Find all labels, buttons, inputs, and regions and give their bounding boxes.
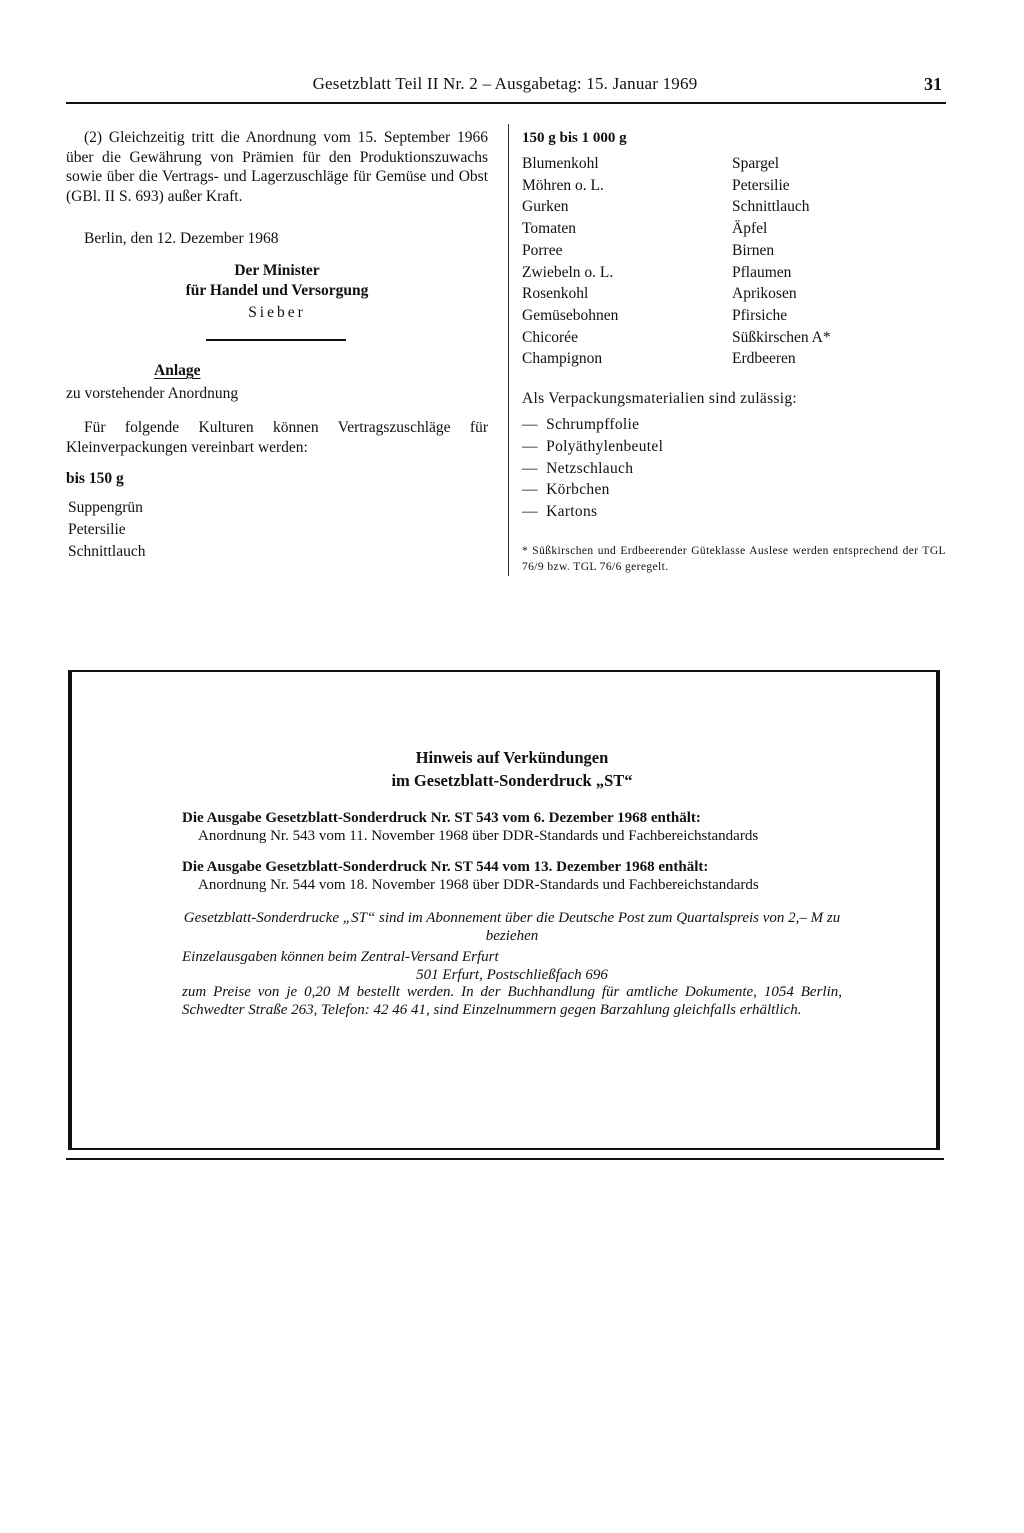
list-item: — Netzschlauch (522, 458, 946, 480)
small-pack-list (66, 497, 488, 563)
notice-content (182, 746, 842, 1019)
list-item: Petersilie (732, 176, 790, 194)
notice-box (68, 670, 940, 1150)
list-item: — Kartons (522, 501, 946, 523)
entry-body: Anordnung Nr. 544 vom 18. November 1968 über DDR-Standards und Fachbereichstandards (198, 876, 759, 893)
list-item: Birnen (732, 241, 775, 259)
list-item: Spargel (732, 155, 780, 172)
place-date: Berlin, den 12. Dezember 1968 (84, 230, 279, 248)
signature-ministry: für Handel und Versorgung (185, 281, 369, 299)
single-issue-line: Einzelausgaben können beim Zentral-Versand Erfurt (182, 949, 499, 965)
list-item: Möhren o. L. (522, 176, 604, 194)
list-item: Äpfel (732, 220, 768, 238)
left-column (66, 128, 488, 563)
list-item: Erdbeeren (732, 350, 796, 368)
list-item: Porree (522, 241, 563, 259)
section-label-1000g: 150 g bis 1 000 g (522, 130, 627, 146)
single-issue-note (182, 949, 842, 1019)
list-item: Gemüsebohnen (522, 306, 619, 324)
list-item: Zwiebeln o. L. (522, 263, 614, 281)
single-issue-address: 501 Erfurt, Postschließfach 696 (416, 966, 608, 983)
column-divider (508, 124, 509, 576)
list-item: Schnittlauch (68, 542, 146, 560)
signature-title: Der Minister (234, 261, 320, 279)
crop-grid (522, 153, 946, 370)
list-item: Pfirsiche (732, 306, 788, 324)
list-item: Gurken (522, 198, 569, 216)
list-item: Suppengrün (68, 498, 143, 516)
header-rule (66, 102, 946, 104)
entry-heading: Die Ausgabe Gesetzblatt-Sonderdruck Nr. ST 543 vom 6. Dezember 1968 enthält: (182, 810, 701, 826)
list-item: Süßkirschen A* (732, 328, 831, 346)
packaging-intro: Als Verpackungsmaterialien sind zulässig: (522, 390, 798, 408)
list-item: — Polyäthylenbeutel (522, 436, 946, 458)
list-item: Tomaten (522, 220, 577, 238)
anlage-title: Anlage (154, 361, 201, 379)
paragraph-2: (2) Gleichzeitig tritt die Anordnung vom 15. September 1966 über die Gewährung von Prämien für den Produktionszuwachs sowie über die Vertrags- und Lagerzuschläge für Gemüse und Obst (GBl. II S. 693) außer Kraft. (66, 129, 488, 205)
list-item: — Schrumpffolie (522, 414, 946, 436)
list-item: Aprikosen (732, 285, 797, 303)
subscription-note: Gesetzblatt-Sonderdrucke „ST“ sind im Abonnement über die Deutsche Post zum Quartalspreis von 2,– M zu beziehen (183, 910, 841, 944)
page-number: 31 (924, 74, 942, 94)
list-item: Petersilie (68, 520, 126, 538)
bottom-rule (66, 1158, 944, 1160)
right-column (522, 130, 946, 575)
anlage-subtitle: zu vorstehender Anordnung (66, 385, 239, 403)
footnote: * Süßkirschen und Erdbeerender Güteklasse Auslese werden entsprechend der TGL 76/9 bzw. TGL 76/6 geregelt. (522, 545, 946, 574)
list-item: Chicorée (522, 328, 578, 346)
list-item: Champignon (522, 350, 603, 368)
list-item: — Körbchen (522, 479, 946, 501)
section-label-150g: bis 150 g (66, 470, 124, 488)
list-item: Blumenkohl (522, 155, 599, 172)
entry-heading: Die Ausgabe Gesetzblatt-Sonderdruck Nr. ST 544 vom 13. Dezember 1968 enthält: (182, 859, 709, 875)
notice-entry (182, 859, 842, 894)
running-head: Gesetzblatt Teil II Nr. 2 – Ausgabetag: 15. Januar 1969 (312, 74, 698, 93)
notice-title: Hinweis auf Verkündungen (415, 748, 609, 767)
anlage-intro: Für folgende Kulturen können Vertragszuschläge für Kleinverpackungen vereinbart werden: (66, 418, 488, 456)
signature-block (66, 261, 488, 323)
list-item: Schnittlauch (732, 198, 810, 216)
notice-subtitle: im Gesetzblatt-Sonderdruck „ST“ (391, 771, 633, 790)
notice-entry (182, 810, 842, 845)
single-issue-details: zum Preise von je 0,20 M bestellt werden. In der Buchhandlung für amtliche Dokumente, 1054 Berlin, Schwedter Straße 263, Telefon: 42 46 41, sind Einzelnummern gegen Barzahlung gleichfalls erhältlich. (182, 984, 842, 1018)
signature-name: Sieber (248, 304, 306, 322)
packaging-list (522, 414, 946, 523)
list-item: Pflaumen (732, 263, 792, 281)
entry-body: Anordnung Nr. 543 vom 11. November 1968 über DDR-Standards und Fachbereichstandards (198, 827, 759, 844)
signature-rule (206, 339, 346, 341)
list-item: Rosenkohl (522, 285, 589, 303)
